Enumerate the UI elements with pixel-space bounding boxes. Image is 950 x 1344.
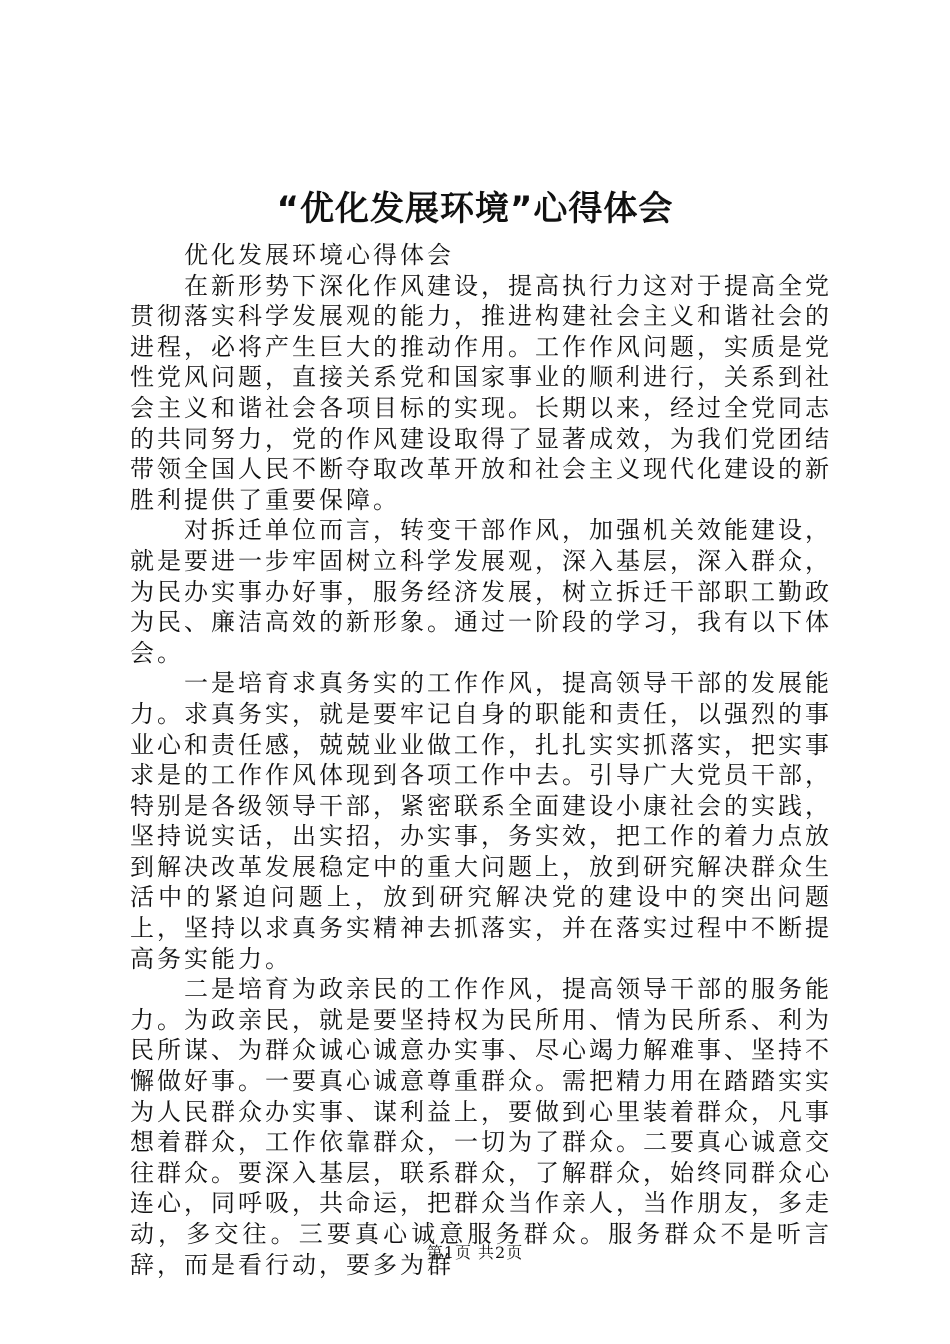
paragraph-1: 在新形势下深化作风建设，提高执行力这对于提高全党贯彻落实科学发展观的能力，推进构建社会主义和谐社会的进程，必将产生巨大的推动作用。工作作风问题，实质是党性党风问题，直接关系党和国家事业的顺利进行，关系到社会主义和谐社会各项目标的实现。长期以来，经过全党同志的共同努力，党的作风建设取得了显著成效，为我们党团结带领全国人民不断夺取改革开放和社会主义现代化建设的新胜利提供了重要保障。 [130,271,832,514]
paragraph-3: 一是培育求真务实的工作作风，提高领导干部的发展能力。求真务实，就是要牢记自身的职能和责任，以强烈的事业心和责任感，兢兢业业做工作，扎扎实实抓落实，把实事求是的工作作风体现到各项工作中去。引导广大党员干部，特别是各级领导干部，紧密联系全面建设小康社会的实践，坚持说实话，出实招，办实事，务实效，把工作的着力点放到解决改革发展稳定中的重大问题上，放到研究解决群众生活中的紧迫问题上，放到研究解决党的建设中的突出问题上，坚持以求真务实精神去抓落实，并在落实过程中不断提高务实能力。 [130,669,832,973]
document-title: “优化发展环境”心得体会 [276,189,674,229]
document-subtitle: 优化发展环境心得体会 [184,241,454,269]
paragraph-4: 二是培育为政亲民的工作作风，提高领导干部的服务能力。为政亲民，就是要坚持权为民所用、情为民所系、利为民所谋、为群众诚心诚意办实事、尽心竭力解难事、坚持不懈做好事。一要真心诚意尊重群众。需把精力用在踏踏实实为人民群众办实事、谋利益上，要做到心里装着群众，凡事想着群众，工作依靠群众，一切为了群众。二要真心诚意交往群众。要深入基层，联系群众，了解群众，始终同群众心连心，同呼吸，共命运，把群众当作亲人，当作朋友，多走动，多交往。三要真心诚意服务群众。服务群众不是听言辞，而是看行动，要多为群 [130,975,832,1279]
paragraph-2: 对拆迁单位而言，转变干部作风，加强机关效能建设，就是要进一步牢固树立科学发展观，深入基层，深入群众，为民办实事办好事，服务经济发展，树立拆迁干部职工勤政为民、廉洁高效的新形象。通过一阶段的学习，我有以下体会。 [130,516,832,667]
document-body [130,240,832,1280]
page-footer: 第1页 共2页 [426,1243,524,1262]
